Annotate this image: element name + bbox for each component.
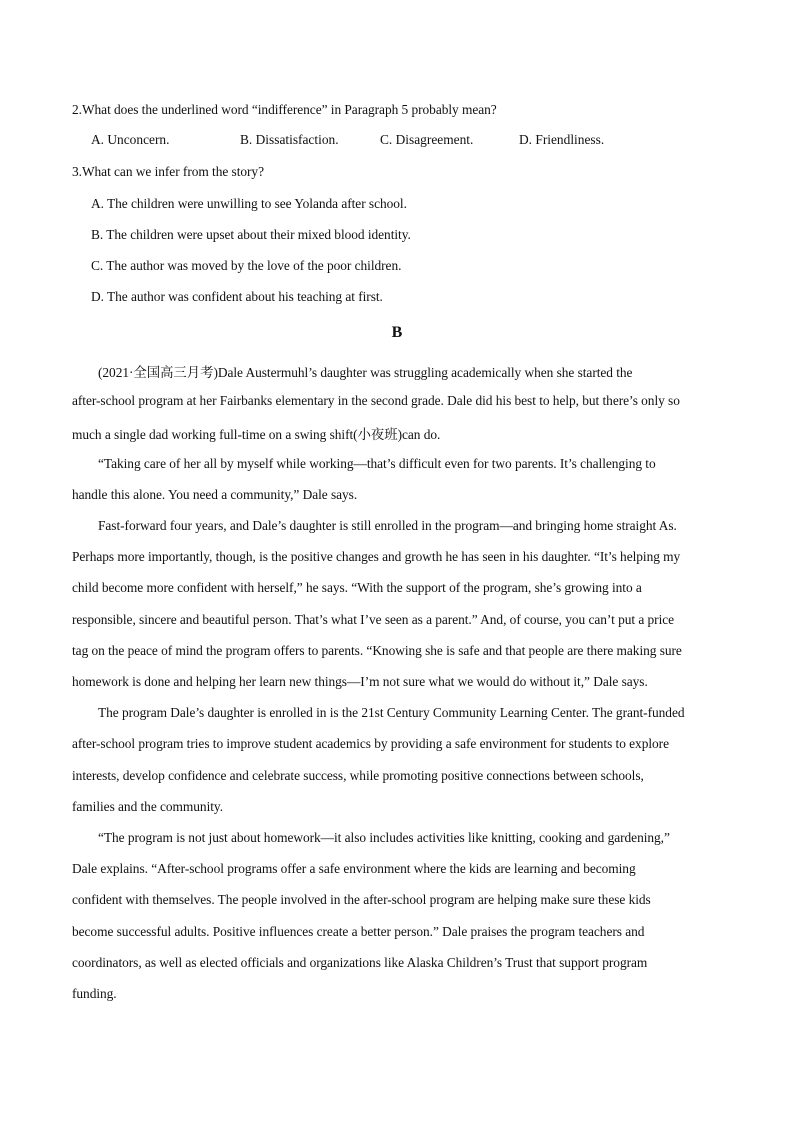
passage-line: after-school program tries to improve student academics by providing a safe environment for students to explore: [72, 736, 669, 751]
passage-line: Perhaps more importantly, though, is the positive changes and growth he has seen in his daughter. “It’s helping my: [72, 549, 681, 564]
question-2-option-c: C. Disagreement.: [380, 132, 474, 147]
passage-line: interests, develop confidence and celebrate success, while promoting positive connections between schools,: [72, 768, 644, 783]
passage-line: handle this alone. You need a community,” Dale says.: [72, 487, 358, 502]
passage-line: funding.: [72, 986, 117, 1001]
passage-line: homework is done and helping her learn new things—I’m not sure what we would do without it,” Dale says.: [72, 674, 648, 689]
passage-line: become successful adults. Positive influences create a better person.” Dale praises the program teachers and: [72, 924, 645, 939]
passage-line: much a single dad working full-time on a swing shift(小夜班)can do.: [72, 427, 441, 442]
passage-line: “Taking care of her all by myself while working—that’s difficult even for two parents. It’s challenging to: [98, 456, 656, 471]
question-3-option-a: A. The children were unwilling to see Yolanda after school.: [91, 196, 407, 211]
passage-line: tag on the peace of mind the program offers to parents. “Knowing she is safe and that people are there making sure: [72, 643, 682, 658]
passage-line: Fast-forward four years, and Dale’s daughter is still enrolled in the program—and bringing home straight As.: [98, 518, 677, 533]
passage-line: “The program is not just about homework—it also includes activities like knitting, cooking and gardening,”: [98, 830, 670, 845]
passage-line: responsible, sincere and beautiful person. That’s what I’ve seen as a parent.” And, of course, you can’t put a price: [72, 612, 675, 627]
passage-line: Dale explains. “After-school programs offer a safe environment where the kids are learning and becoming: [72, 861, 636, 876]
passage-line: (2021·全国高三月考)Dale Austermuhl’s daughter was struggling academically when she started the: [98, 365, 633, 380]
section-title: B: [391, 324, 403, 341]
passage-line: confident with themselves. The people involved in the after-school program are helping make sure these kids: [72, 892, 651, 907]
question-2-option-d: D. Friendliness.: [519, 132, 605, 147]
passage-line: after-school program at her Fairbanks elementary in the second grade. Dale did his best to help, but there’s only so: [72, 393, 680, 408]
question-3-option-b: B. The children were upset about their mixed blood identity.: [91, 227, 411, 242]
question-2-stem: 2.What does the underlined word “indifference” in Paragraph 5 probably mean?: [72, 102, 497, 117]
passage-line: child become more confident with herself,” he says. “With the support of the program, she’s growing into a: [72, 580, 642, 595]
question-3-stem: 3.What can we infer from the story?: [72, 164, 264, 179]
question-3-option-c: C. The author was moved by the love of the poor children.: [91, 258, 402, 273]
passage-line: coordinators, as well as elected officials and organizations like Alaska Children’s Trust that support program: [72, 955, 648, 970]
passage-line: The program Dale’s daughter is enrolled in is the 21st Century Community Learning Center. The grant-funded: [98, 705, 685, 720]
passage-line: families and the community.: [72, 799, 223, 814]
question-3-option-d: D. The author was confident about his teaching at first.: [91, 289, 383, 304]
question-2-option-a: A. Unconcern.: [91, 132, 170, 147]
question-2-options: [91, 132, 631, 150]
question-2-option-b: B. Dissatisfaction.: [240, 132, 339, 147]
